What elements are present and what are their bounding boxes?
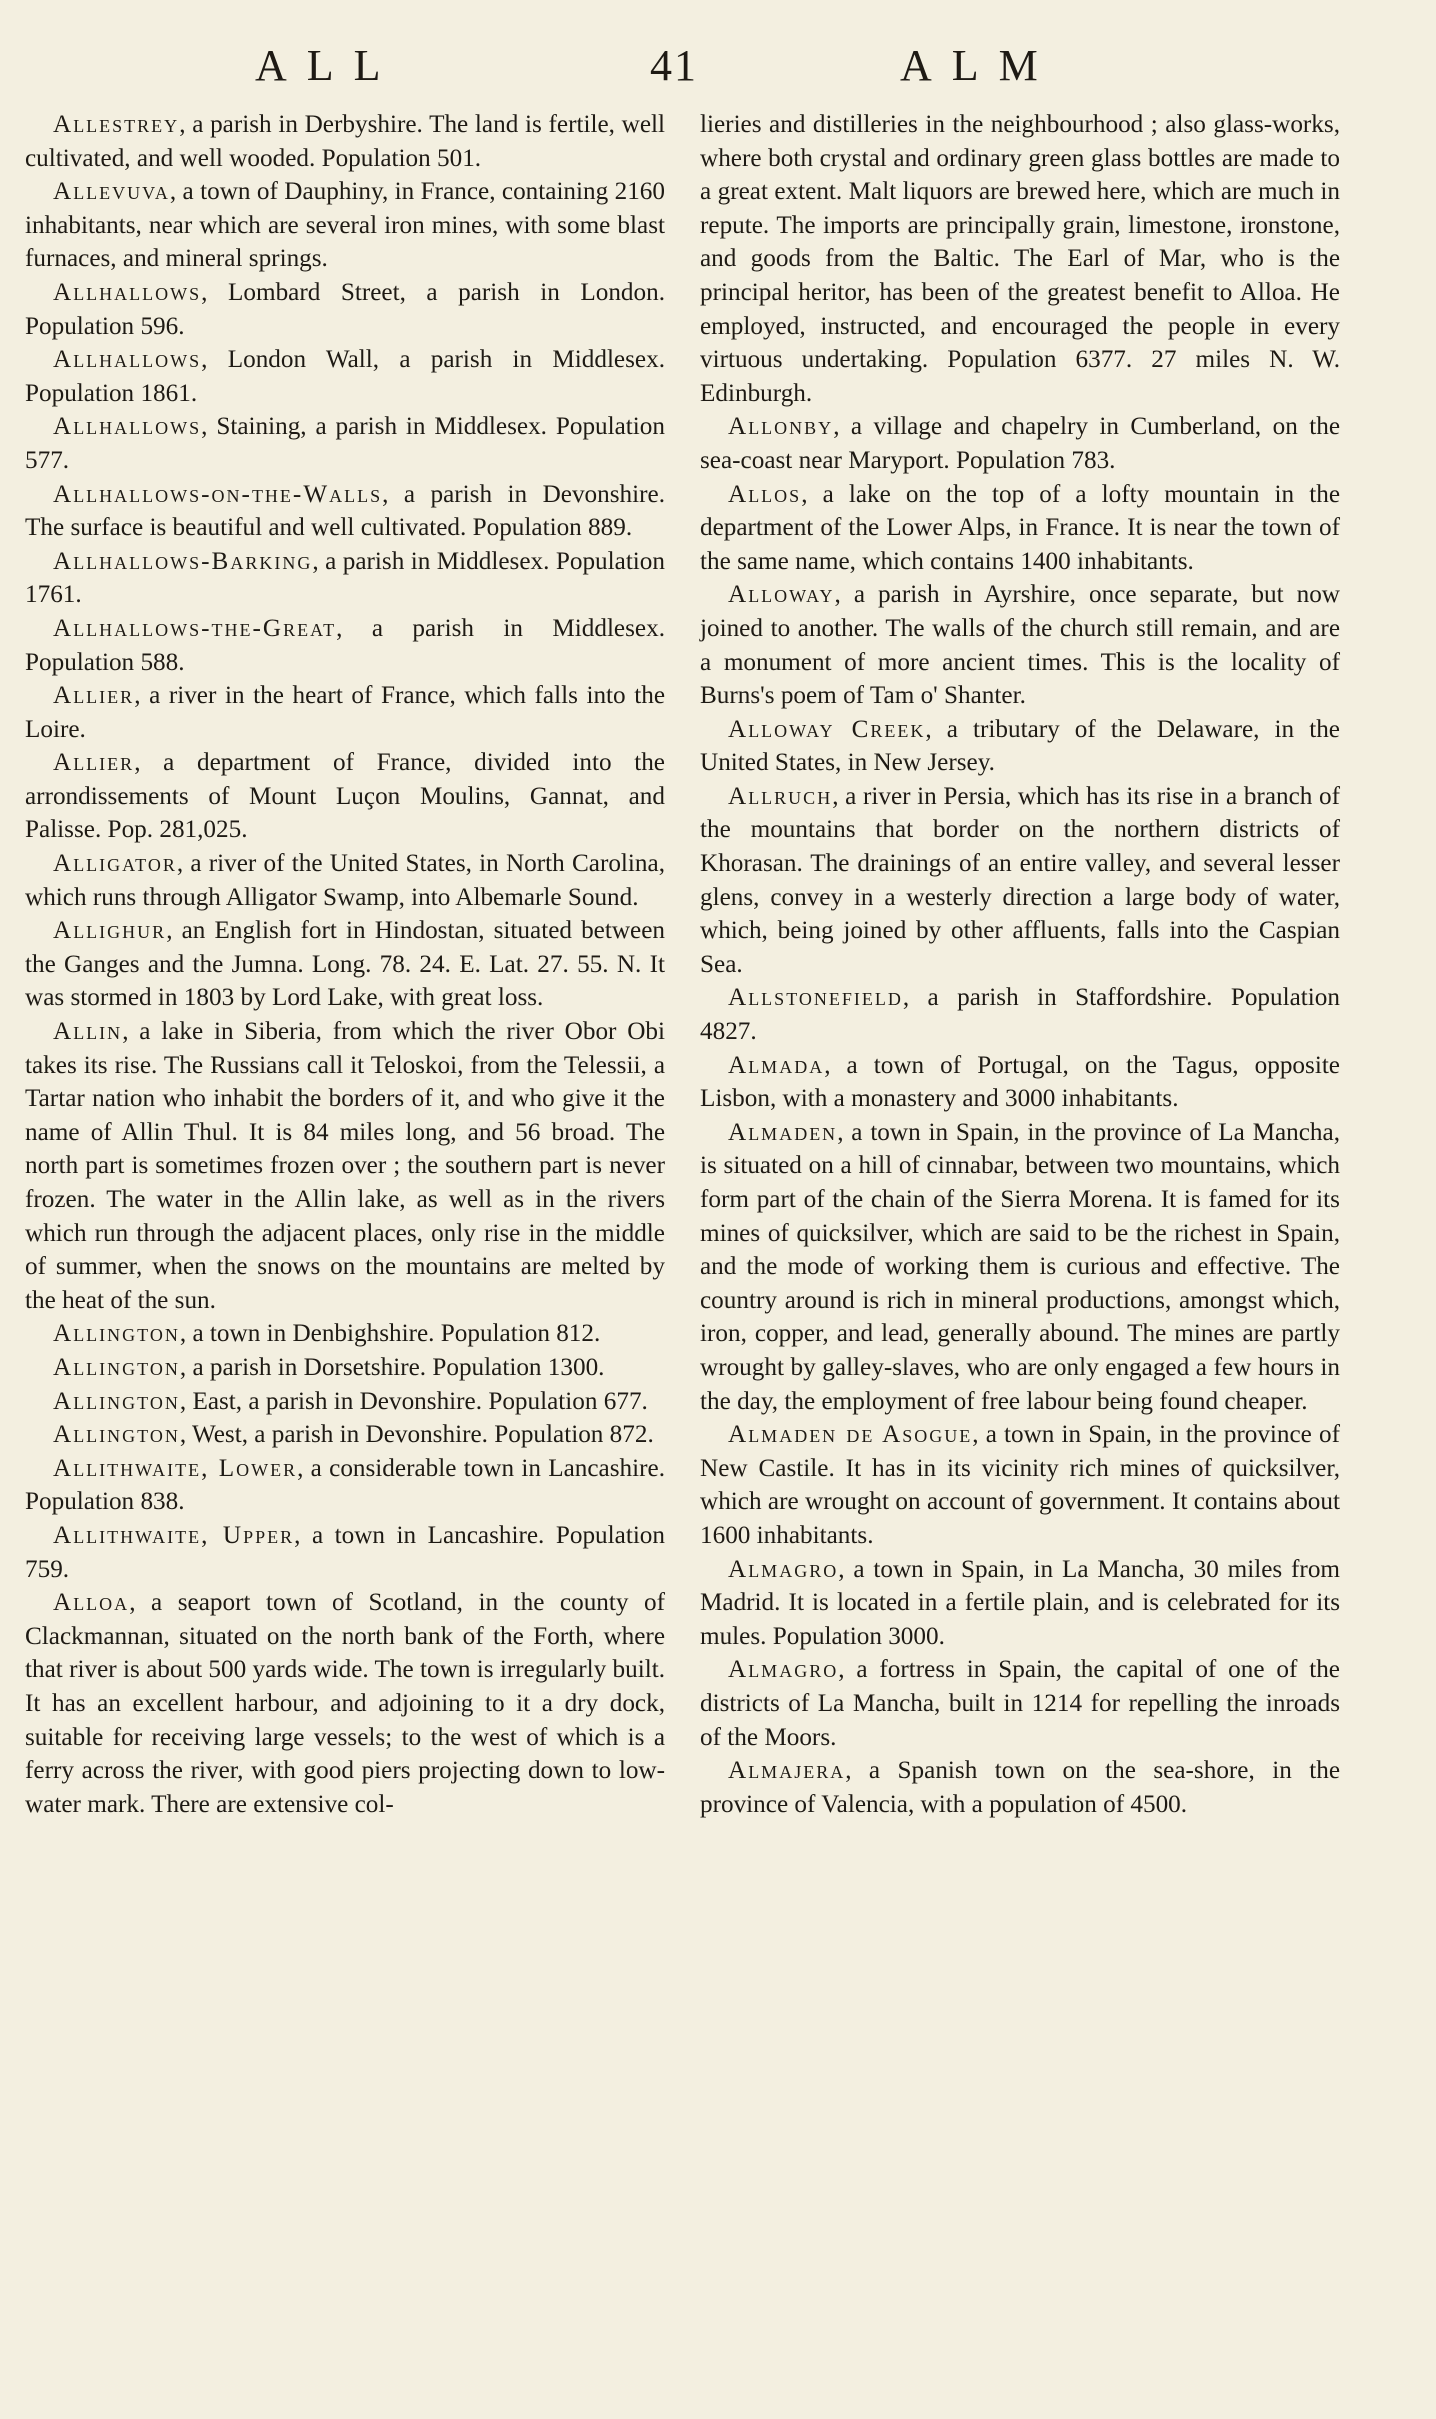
- left-column: [25, 108, 665, 1821]
- entry-text: , a parish in Middlesex. Population 588.: [25, 614, 665, 676]
- gazetteer-entry: [700, 1553, 1340, 1654]
- entry-text: , a parish in Staffordshire. Population 4827.: [700, 984, 1340, 1046]
- header-right-guide-word: ALM: [900, 41, 1058, 90]
- entry-text: , London Wall, a parish in Middlesex. Population 1861.: [25, 346, 665, 407]
- entry-headword: Allhallows-Barking: [53, 547, 313, 575]
- entry-text: , a parish in Devonshire. The surface is beautiful and well cultivated. Population 889.: [25, 480, 665, 542]
- entry-text: , West, a parish in Devonshire. Population 872.: [179, 1421, 654, 1449]
- gazetteer-entry: [25, 1351, 665, 1385]
- entry-text: , a town in Denbighshire. Population 812.: [179, 1320, 601, 1348]
- gazetteer-entry: [700, 578, 1340, 712]
- entry-headword: Allonby: [728, 413, 834, 441]
- entry-headword: Allestrey: [53, 111, 180, 138]
- gazetteer-entry: [700, 981, 1340, 1048]
- gazetteer-entry: [700, 1049, 1340, 1116]
- gazetteer-entry: [25, 1519, 665, 1586]
- entry-headword: Allos: [728, 480, 802, 508]
- entry-headword: Allithwaite, Lower: [53, 1454, 298, 1482]
- gazetteer-entry: [25, 545, 665, 612]
- entry-headword: Almaden: [728, 1118, 838, 1146]
- entry-headword: Allruch: [728, 782, 833, 810]
- gazetteer-entry: [25, 410, 665, 477]
- entry-headword: Allhallows: [53, 413, 202, 441]
- gazetteer-entry: [700, 1116, 1340, 1418]
- entry-headword: Almagro: [728, 1656, 839, 1684]
- entry-text: , East, a parish in Devonshire. Population 677.: [179, 1387, 648, 1415]
- entry-text: , a town in Spain, in La Mancha, 30 miles from Madrid. It is located in a fertile plain, and is celebrated for its mules. Population 3000.: [700, 1555, 1340, 1650]
- gazetteer-entry: [700, 713, 1340, 780]
- entry-text: , Lombard Street, a parish in London. Population 596.: [25, 278, 665, 340]
- header-left-guide-word: ALL: [255, 41, 401, 90]
- entry-headword: Almaden de Asogue: [728, 1421, 973, 1449]
- entry-text: , a town in Lancashire. Population 759.: [25, 1521, 665, 1583]
- gazetteer-entry: [25, 276, 665, 343]
- gazetteer-entry: [25, 679, 665, 746]
- gazetteer-entry: [25, 343, 665, 410]
- entry-text: , a fortress in Spain, the capital of one of the districts of La Mancha, built in 1214 for repelling the inroads of the Moors.: [700, 1656, 1340, 1751]
- entry-text: , a department of France, divided into the arrondissements of Mount Luçon Moulins, Gannat, and Palisse. Pop. 281,025.: [25, 749, 665, 844]
- entry-text: , a parish in Derbyshire. The land is fertile, well cultivated, and well wooded. Population 501.: [25, 111, 665, 172]
- gazetteer-entry: [25, 175, 665, 276]
- gazetteer-entry: [700, 780, 1340, 982]
- entry-headword: Allighur: [53, 917, 167, 945]
- gazetteer-entry: [25, 1418, 665, 1452]
- entry-text: , a town of Portugal, on the Tagus, opposite Lisbon, with a monastery and 3000 inhabitants.: [700, 1051, 1340, 1113]
- running-header: [0, 40, 1436, 100]
- entry-headword: Alloway: [728, 581, 835, 609]
- entry-headword: Almagro: [728, 1555, 839, 1583]
- entry-text: , Staining, a parish in Middlesex. Population 577.: [25, 413, 665, 474]
- entry-headword: Allhallows-on-the-Walls: [53, 480, 383, 508]
- entry-text: lieries and distilleries in the neighbourhood ; also glass-works, where both crystal and ordinary green glass bottles are made to a great extent. Malt liquors are brewed here, which are much in repute. The imports are principally grain, limestone, ironstone, and goods from the Baltic. The Earl of Mar, who is the principal heritor, has been of the greatest benefit to Alloa. He employed, instructed, and encouraged the people in every virtuous undertaking. Population 6377. 27 miles N. W. Edinburgh.: [700, 111, 1340, 407]
- gazetteer-entry: [25, 1385, 665, 1419]
- entry-text: , a town of Dauphiny, in France, containing 2160 inhabitants, near which are several iron mines, with some blast furnaces, and mineral springs.: [25, 178, 665, 273]
- entry-text: , a parish in Ayrshire, once separate, but now joined to another. The walls of the church still remain, and are a monument of more ancient times. This is the locality of Burns's poem of Tam o' Shanter.: [700, 581, 1340, 710]
- gazetteer-entry: [25, 108, 665, 175]
- entry-text: , a parish in Middlesex. Population 1761.: [25, 547, 665, 609]
- entry-text: , an English fort in Hindostan, situated between the Ganges and the Jumna. Long. 78. 24. E. Lat. 27. 55. N. It was stormed in 1803 by Lord Lake, with great loss.: [25, 917, 665, 1012]
- entry-headword: Alligator: [53, 850, 177, 878]
- entry-headword: Allier: [53, 682, 135, 710]
- entry-headword: Allier: [53, 749, 135, 777]
- entry-text: , a town in Spain, in the province of La Mancha, is situated on a hill of cinnabar, between two mountains, which form part of the chain of the Sierra Morena. It is famed for its mines of quicksilver, which are said to be the richest in Spain, and the mode of working them is curious and effective. The country around is rich in mineral productions, amongst which, iron, copper, and lead, generally abound. The mines are partly wrought by galley-slaves, who are only engaged a few hours in the day, the employment of free labour being found cheaper.: [700, 1118, 1340, 1415]
- entry-text: , a tributary of the Delaware, in the United States, in New Jersey.: [700, 715, 1340, 777]
- entry-text: , a lake on the top of a lofty mountain in the department of the Lower Alps, in France. It is near the town of the same name, which contains 1400 inhabitants.: [700, 480, 1340, 575]
- gazetteer-entry: [700, 478, 1340, 579]
- entry-text: , a lake in Siberia, from which the river Obor Obi takes its rise. The Russians call it Teloskoi, from the Telessii, a Tartar nation who inhabit the borders of it, and who give it the name of Allin Thul. It is 84 miles long, and 56 broad. The north part is sometimes frozen over ; the southern part is never frozen. The water in the Allin lake, as well as in the rivers which run through the adjacent places, only rise in the middle of summer, when the snows on the mountains are melted by the heat of the sun.: [25, 1018, 665, 1314]
- page-number: 41: [650, 41, 698, 90]
- entry-headword: Allevuva: [53, 178, 170, 206]
- entry-text: , a river of the United States, in North Carolina, which runs through Alligator Swamp, into Albemarle Sound.: [25, 850, 665, 911]
- entry-text: , a Spanish town on the sea-shore, in the province of Valencia, with a population of 4500.: [700, 1757, 1340, 1818]
- gazetteer-entry: [700, 410, 1340, 477]
- entry-headword: Almajera: [728, 1757, 846, 1785]
- entry-headword: Allington: [53, 1320, 180, 1348]
- entry-headword: Allstonefield: [728, 984, 903, 1012]
- entry-headword: Almada: [728, 1051, 825, 1079]
- entry-headword: Allington: [53, 1353, 180, 1381]
- entry-headword: Alloway Creek: [728, 715, 926, 743]
- right-column: [700, 108, 1340, 1821]
- entry-text: , a considerable town in Lancashire. Population 838.: [25, 1454, 665, 1516]
- entry-headword: Allin: [53, 1018, 123, 1046]
- entry-headword: Alloa: [53, 1589, 130, 1617]
- entry-headword: Allington: [53, 1387, 180, 1415]
- entry-text: , a seaport town of Scotland, in the county of Clackmannan, situated on the north bank of the Forth, where that river is about 500 yards wide. The town is irregularly built. It has an excellent harbour, and adjoining to it a dry dock, suitable for receiving large vessels; to the west of which is a ferry across the river, with good piers projecting down to low-water mark. There are extensive col-: [25, 1589, 665, 1818]
- gazetteer-entry: [700, 1653, 1340, 1754]
- entry-headword: Allhallows-the-Great: [53, 614, 337, 642]
- entry-text: , a river in Persia, which has its rise in a branch of the mountains that border on the northern districts of Khorasan. The drainings of an entire valley, and several lesser glens, convey in a westerly direction a large body of water, which, being joined by other affluents, falls into the Caspian Sea.: [700, 782, 1340, 978]
- entry-text: , a town in Spain, in the province of New Castile. It has in its vicinity rich mines of quicksilver, which are wrought on account of government. It contains about 1600 inhabitants.: [700, 1421, 1340, 1549]
- gazetteer-entry: [25, 1317, 665, 1351]
- gazetteer-entry: [25, 1015, 665, 1317]
- gazetteer-entry: [25, 1452, 665, 1519]
- gazetteer-entry: [25, 1586, 665, 1821]
- gazetteer-entry: [25, 914, 665, 1015]
- gazetteer-entry: [25, 847, 665, 914]
- entry-headword: Allington: [53, 1421, 180, 1449]
- entry-headword: Allhallows: [53, 346, 202, 374]
- entry-text: , a village and chapelry in Cumberland, on the sea-coast near Maryport. Population 783.: [700, 413, 1340, 474]
- entry-text: , a river in the heart of France, which falls into the Loire.: [25, 682, 665, 743]
- entry-headword: Allhallows: [53, 278, 202, 306]
- gazetteer-entry: [700, 1418, 1340, 1552]
- entry-text: , a parish in Dorsetshire. Population 1300.: [179, 1353, 605, 1381]
- gazetteer-entry: [700, 108, 1340, 410]
- gazetteer-entry: [700, 1754, 1340, 1821]
- gazetteer-entry: [25, 746, 665, 847]
- gazetteer-entry: [25, 612, 665, 679]
- gazetteer-entry: [25, 478, 665, 545]
- entry-headword: Allithwaite, Upper: [53, 1521, 295, 1549]
